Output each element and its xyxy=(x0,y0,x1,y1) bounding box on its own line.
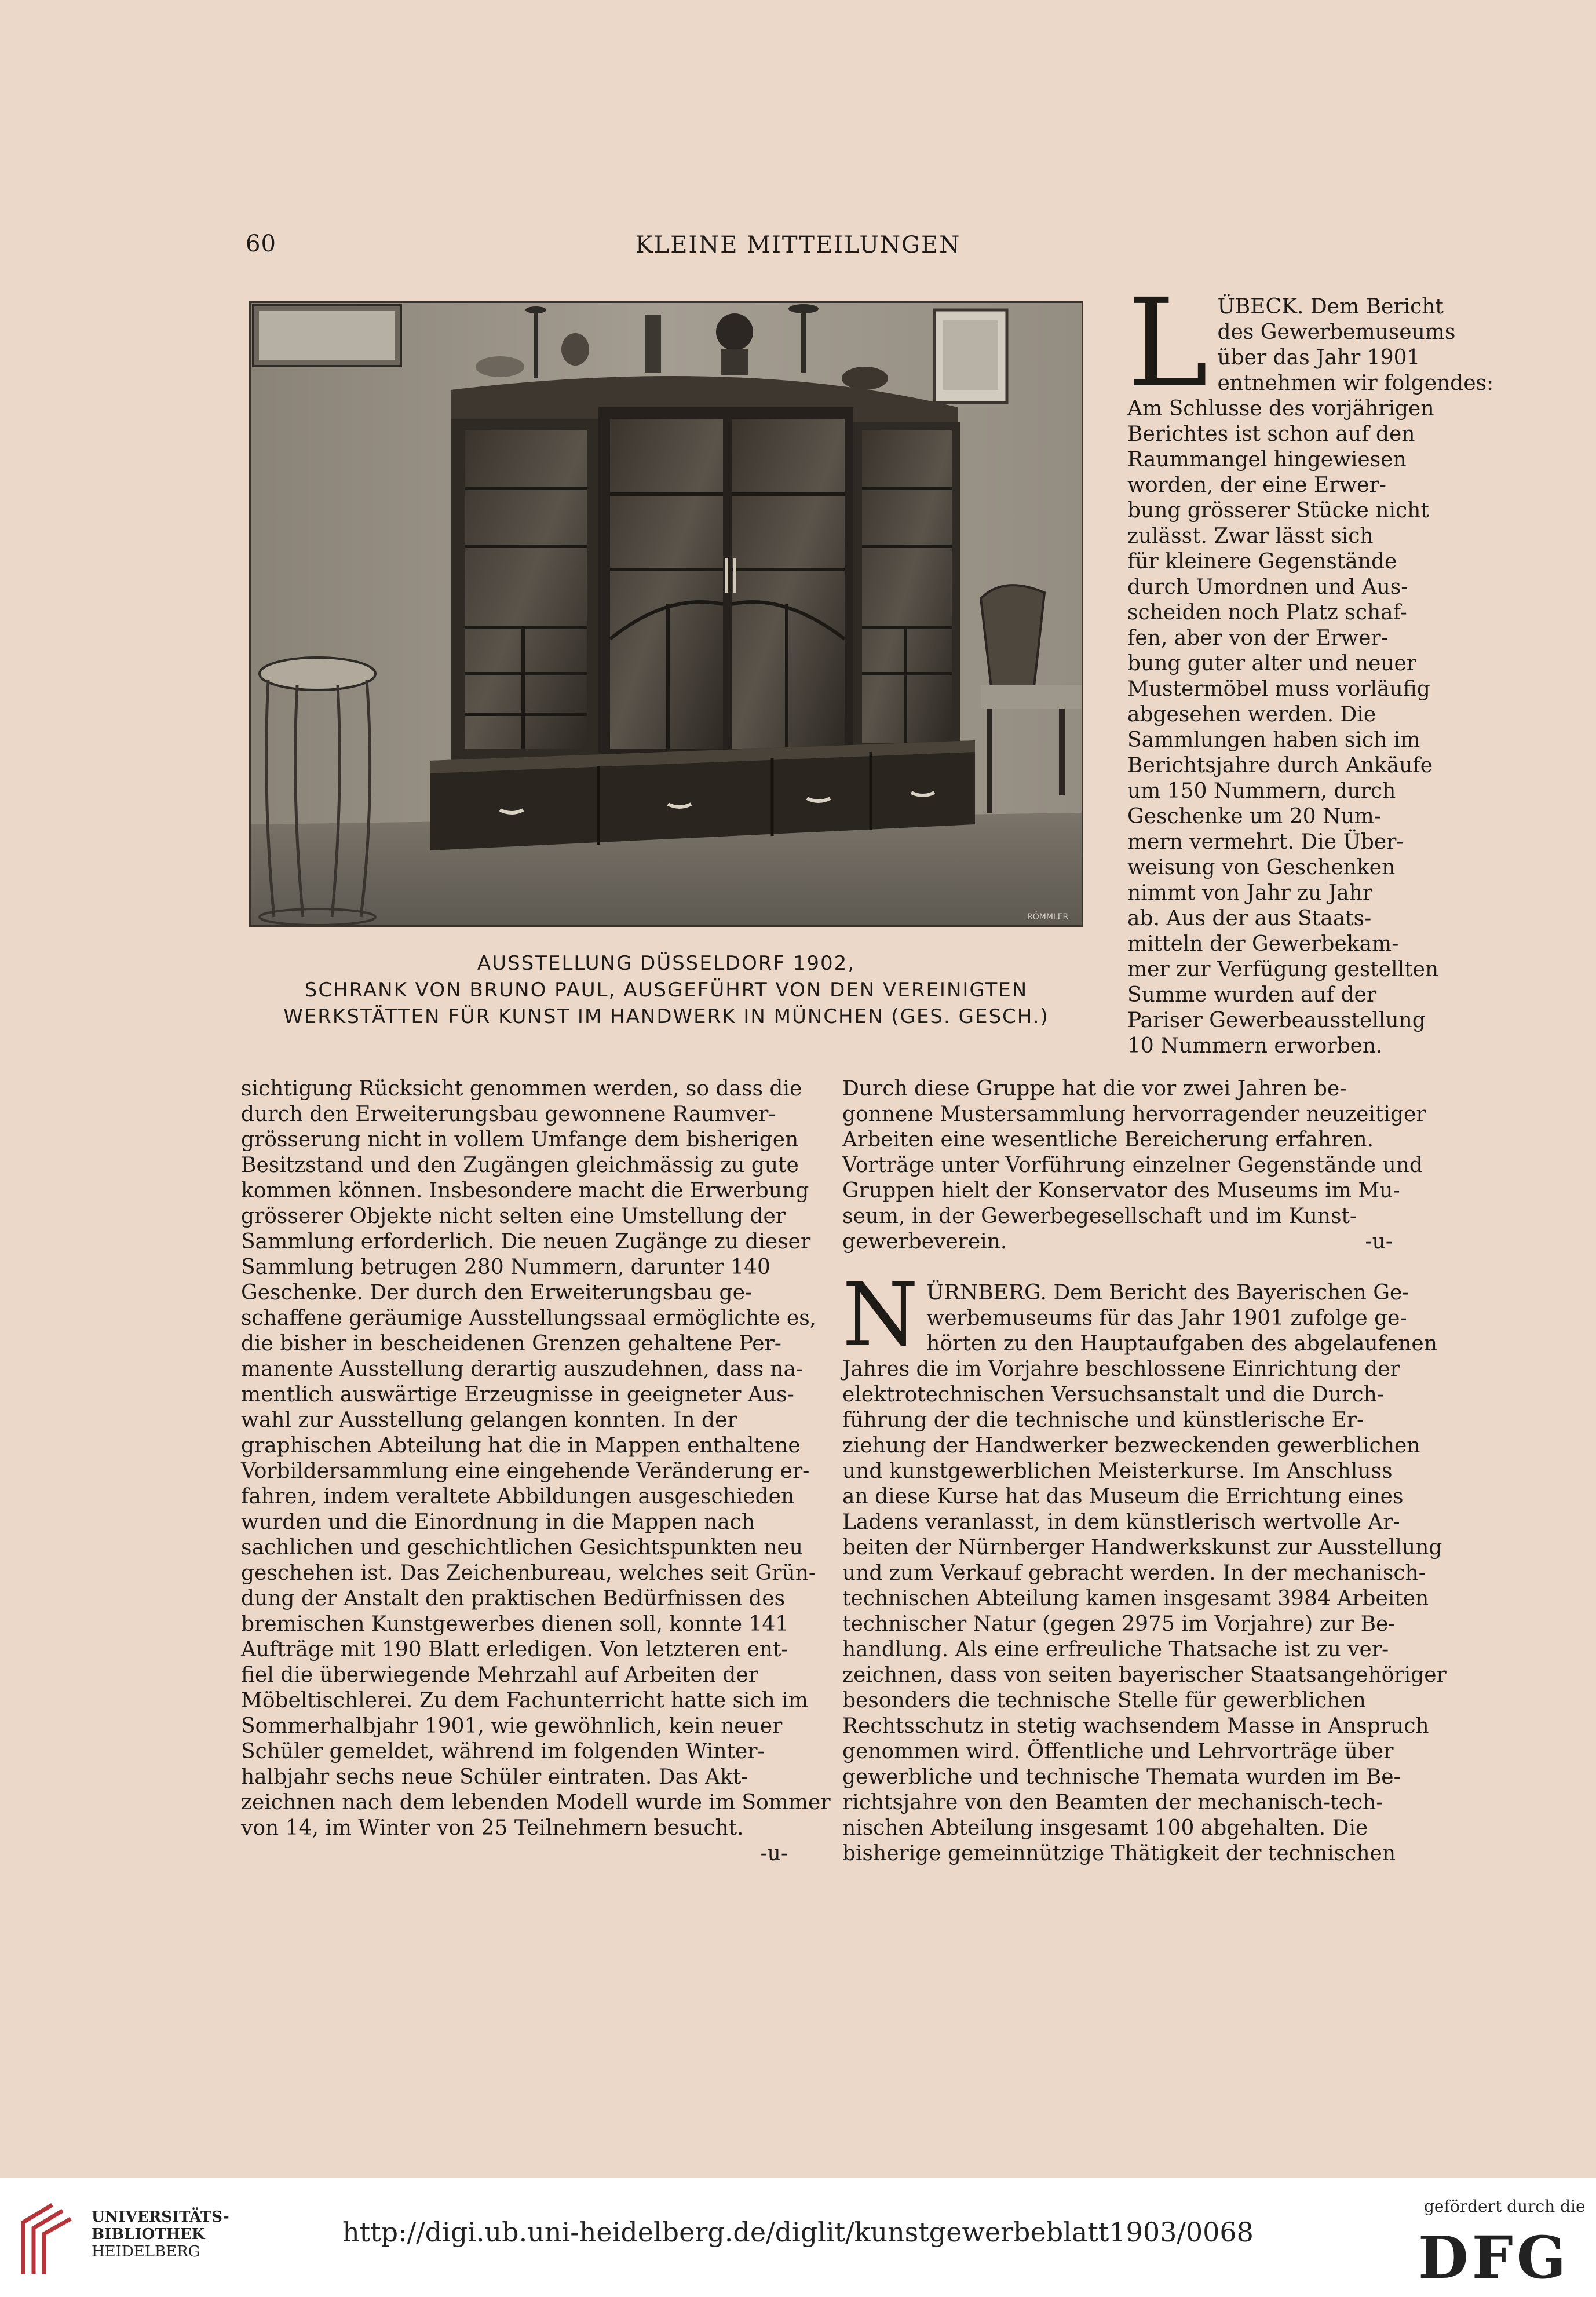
text-line: mer zur Verfügung gestellten xyxy=(1127,958,1439,981)
text-line: Besitzstand und den Zugängen gleichmässig zu gute xyxy=(241,1153,799,1177)
luebeck-text xyxy=(1127,272,1494,1059)
text-line: technischen Abteilung kamen insgesamt 3984 Arbeiten xyxy=(842,1587,1429,1611)
funded-by-label: gefördert durch die xyxy=(1424,2197,1586,2216)
text-line: führung der die technische und künstlerische Er- xyxy=(842,1408,1364,1432)
text-line: geschehen ist. Das Zeichenbureau, welches seit Grün- xyxy=(241,1561,816,1585)
text-line: über das Jahr 1901 xyxy=(1217,346,1420,370)
cabinet-photograph xyxy=(249,301,1083,927)
text-line: Sammlungen haben sich im xyxy=(1127,728,1420,752)
text-line: durch Umordnen und Aus- xyxy=(1127,575,1408,599)
text-line: scheiden noch Platz schaf- xyxy=(1127,601,1407,625)
text-line: von 14, im Winter von 25 Teilnehmern besucht. xyxy=(241,1816,744,1840)
text-line: nischen Abteilung insgesamt 100 abgehalten. Die xyxy=(842,1816,1368,1840)
text-line: mern vermehrt. Die Über- xyxy=(1127,830,1404,854)
text-line: werbemuseums für das Jahr 1901 zufolge ge- xyxy=(926,1306,1407,1330)
text-line: beiten der Nürnberger Handwerkskunst zur Ausstellung xyxy=(842,1536,1442,1560)
luebeck-article xyxy=(1127,272,1494,1059)
text-line: hörten zu den Hauptaufgaben des abgelaufenen xyxy=(926,1332,1437,1356)
running-title: KLEINE MITTEILUNGEN xyxy=(635,232,961,258)
text-line: Schüler gemeldet, während im folgenden Winter- xyxy=(241,1740,765,1763)
text-line: Rechtsschutz in stetig wachsendem Masse in Anspruch xyxy=(842,1714,1429,1738)
text-line: fiel die überwiegende Mehrzahl auf Arbeiten der xyxy=(241,1663,758,1687)
text-line: gonnene Mustersammlung hervorragender neuzeitiger xyxy=(842,1102,1426,1126)
page-number: 60 xyxy=(246,231,276,257)
text-line: Mustermöbel muss vorläufig xyxy=(1127,677,1430,701)
cabinet-illustration xyxy=(251,303,1082,925)
text-line: 10 Nummern erworben. xyxy=(1127,1034,1383,1058)
text-line: Aufträge mit 190 Blatt erledigen. Von letzteren ent- xyxy=(241,1638,788,1661)
photo-credit: RÖMMLER xyxy=(1027,912,1069,922)
text-line: zeichnen, dass von seiten bayerischer Staatsangehöriger xyxy=(842,1663,1447,1687)
drop-capital: L xyxy=(1127,272,1208,414)
text-line: entnehmen wir folgendes: xyxy=(1217,371,1494,395)
text-line: richtsjahre von den Beamten der mechanisch-tech- xyxy=(842,1791,1383,1814)
text-line: die bisher in bescheidenen Grenzen gehaltene Per- xyxy=(241,1332,781,1356)
right-signature: -u- xyxy=(1365,1230,1393,1254)
text-line: fahren, indem veraltete Abbildungen ausgeschieden xyxy=(241,1485,795,1509)
text-line: gewerbeverein. xyxy=(842,1230,1007,1254)
library-name-line: BIBLIOTHEK xyxy=(92,2226,205,2243)
text-line: grösserung nicht in vollem Umfange dem bisherigen xyxy=(241,1128,799,1152)
figure-caption xyxy=(220,950,1112,1030)
text-line: Durch diese Gruppe hat die vor zwei Jahren be- xyxy=(842,1077,1347,1101)
left-column-lines xyxy=(241,1076,831,1841)
text-line: Raummangel hingewiesen xyxy=(1127,448,1407,472)
text-line: dung der Anstalt den praktischen Bedürfnissen des xyxy=(241,1587,786,1611)
text-line: bremischen Kunstgewerbes dienen soll, konnte 141 xyxy=(241,1612,789,1636)
text-line: Berichtes ist schon auf den xyxy=(1127,422,1415,446)
text-line: wahl zur Ausstellung gelangen konnten. In der xyxy=(241,1408,737,1432)
text-line: mentlich auswärtige Erzeugnisse in geeigneter Aus- xyxy=(241,1383,794,1407)
text-line: Jahres die im Vorjahre beschlossene Einrichtung der xyxy=(842,1357,1400,1381)
text-line: für kleinere Gegenstände xyxy=(1127,550,1397,574)
text-line: und kunstgewerblichen Meisterkurse. Im Anschluss xyxy=(842,1459,1393,1483)
text-line: Geschenke um 20 Num- xyxy=(1127,805,1381,828)
text-line: bung guter alter und neuer xyxy=(1127,652,1417,675)
caption-line: AUSSTELLUNG DÜSSELDORF 1902, xyxy=(477,952,856,975)
text-line: Summe wurden auf der xyxy=(1127,983,1377,1007)
caption-line: WERKSTÄTTEN FÜR KUNST IM HANDWERK IN MÜNCHEN (GES. GESCH.) xyxy=(283,1005,1049,1028)
text-line: zeichnen nach dem lebenden Modell wurde im Sommer xyxy=(241,1791,831,1814)
text-line: an diese Kurse hat das Museum die Errichtung eines xyxy=(842,1485,1404,1509)
text-line: Sammlung erforderlich. Die neuen Zugänge zu dieser xyxy=(241,1230,811,1254)
text-line: durch den Erweiterungsbau gewonnene Raumver- xyxy=(241,1102,776,1126)
text-line: weisung von Geschenken xyxy=(1127,856,1396,879)
text-line: wurden und die Einordnung in die Mappen nach xyxy=(241,1510,755,1534)
right-column-text xyxy=(842,1076,1426,1255)
text-line: Sammlung betrugen 280 Nummern, darunter 140 xyxy=(241,1255,770,1279)
text-line: grösserer Objekte nicht selten eine Umstellung der xyxy=(241,1204,786,1228)
text-line: gewerbliche und technische Themata wurden im Be- xyxy=(842,1765,1401,1789)
text-line: besonders die technische Stelle für gewerblichen xyxy=(842,1689,1366,1712)
nuernberg-text xyxy=(842,1357,1447,1867)
caption-line: SCHRANK VON BRUNO PAUL, AUSGEFÜHRT VON DEN VEREINIGTEN xyxy=(304,978,1028,1002)
text-line: kommen können. Insbesondere macht die Erwerbung xyxy=(241,1179,809,1203)
text-line: bung grösserer Stücke nicht xyxy=(1127,499,1429,523)
text-line: ab. Aus der aus Staats- xyxy=(1127,907,1372,930)
text-line: sachlichen und geschichtlichen Gesichtspunkten neu xyxy=(241,1536,803,1560)
text-line: abgesehen werden. Die xyxy=(1127,703,1376,726)
text-line: Am Schlusse des vorjährigen xyxy=(1127,397,1434,421)
text-line: ziehung der Handwerker bezweckenden gewerblichen xyxy=(842,1434,1420,1458)
library-name-line: HEIDELBERG xyxy=(92,2243,200,2261)
text-line: manente Ausstellung derartig auszudehnen, dass na- xyxy=(241,1357,804,1381)
text-line: und zum Verkauf gebracht werden. In der mechanisch- xyxy=(842,1561,1426,1585)
text-line: mitteln der Gewerbekam- xyxy=(1127,932,1399,956)
text-line: handlung. Als eine erfreuliche Thatsache ist zu ver- xyxy=(842,1638,1389,1661)
library-name-line: UNIVERSITÄTS- xyxy=(92,2208,229,2226)
text-line: Pariser Gewerbeausstellung xyxy=(1127,1009,1426,1032)
dfg-logo: DFG xyxy=(1418,2223,1570,2292)
text-line: Berichtsjahre durch Ankäufe xyxy=(1127,754,1433,777)
text-line: seum, in der Gewerbegesellschaft und im Kunst- xyxy=(842,1204,1357,1228)
text-line: Sommerhalbjahr 1901, wie gewöhnlich, kein neuer xyxy=(241,1714,783,1738)
text-line: sichtigung Rücksicht genommen werden, so dass die xyxy=(241,1077,802,1101)
text-line: um 150 Nummern, durch xyxy=(1127,779,1396,803)
text-line: Gruppen hielt der Konservator des Museums im Mu- xyxy=(842,1179,1400,1203)
right-column-lines xyxy=(842,1076,1426,1255)
text-line: Möbeltischlerei. Zu dem Fachunterricht hatte sich im xyxy=(241,1689,808,1712)
text-line: halbjahr sechs neue Schüler eintraten. Das Akt- xyxy=(241,1765,748,1789)
text-line: Arbeiten eine wesentliche Bereicherung erfahren. xyxy=(842,1128,1374,1152)
source-url[interactable]: http://digi.ub.uni-heidelberg.de/diglit/kunstgewerbeblatt1903/0068 xyxy=(342,2216,1254,2248)
text-line: ÜBECK. Dem Bericht xyxy=(1217,295,1444,319)
text-line: elektrotechnischen Versuchsanstalt und die Durch- xyxy=(842,1383,1384,1407)
nuernberg-heading-lines xyxy=(842,1265,1437,1365)
text-line: Geschenke. Der durch den Erweiterungsbau ge- xyxy=(241,1281,753,1305)
text-line: worden, der eine Erwer- xyxy=(1127,473,1386,497)
text-line: nimmt von Jahr zu Jahr xyxy=(1127,881,1373,905)
text-line: graphischen Abteilung hat die in Mappen enthaltene xyxy=(241,1434,801,1458)
text-line: bisherige gemeinnützige Thätigkeit der technischen xyxy=(842,1842,1396,1865)
text-line: Vorträge unter Vorführung einzelner Gegenstände und xyxy=(842,1153,1423,1177)
left-column-text xyxy=(241,1076,831,1867)
text-line: schaffene geräumige Ausstellungssaal ermöglichte es, xyxy=(241,1306,817,1330)
text-line: Ladens veranlasst, in dem künstlerisch wertvolle Ar- xyxy=(842,1510,1400,1534)
text-line: fen, aber von der Erwer- xyxy=(1127,626,1388,650)
left-signature: -u- xyxy=(760,1842,788,1865)
text-line: des Gewerbemuseums xyxy=(1217,320,1456,344)
text-line: zulässt. Zwar lässt sich xyxy=(1127,524,1374,548)
text-line: technischer Natur (gegen 2975 im Vorjahre) zur Be- xyxy=(842,1612,1396,1636)
text-line: genommen wird. Öffentliche und Lehrvorträge über xyxy=(842,1740,1394,1763)
nuernberg-article xyxy=(842,1265,1447,1867)
drop-capital: N xyxy=(842,1265,919,1365)
text-line: ÜRNBERG. Dem Bericht des Bayerischen Ge- xyxy=(926,1281,1409,1305)
text-line: Vorbildersammlung eine eingehende Veränderung er- xyxy=(241,1459,810,1483)
